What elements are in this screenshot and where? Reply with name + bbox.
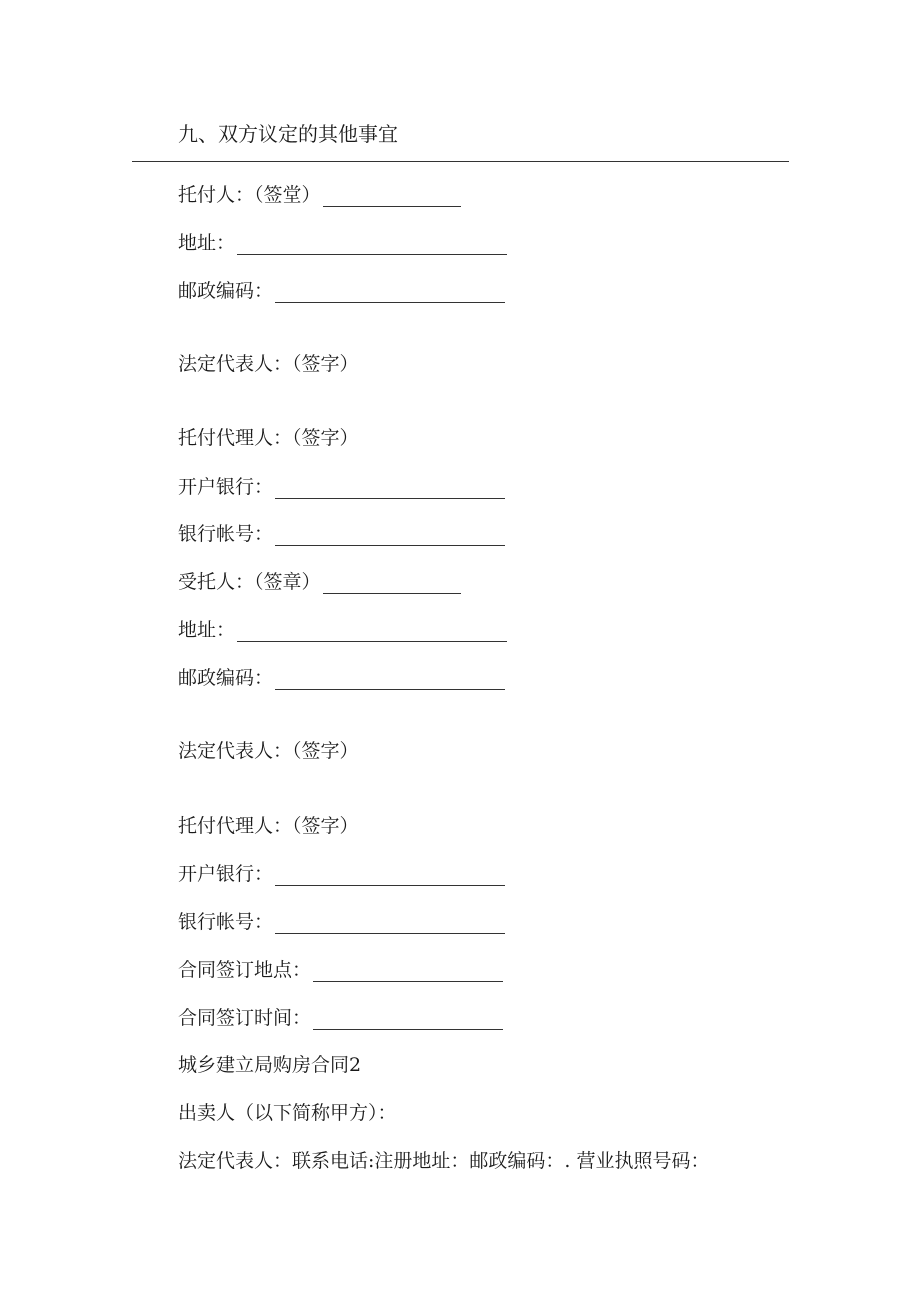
field-trustee-account <box>178 910 505 934</box>
section-heading: 九、双方议定的其他事宜 <box>178 122 398 146</box>
fill-blank[interactable] <box>313 963 503 982</box>
fill-blank[interactable] <box>275 284 505 303</box>
field-signing-place <box>178 958 503 982</box>
field-trustee-legal-rep <box>178 739 359 763</box>
fill-blank[interactable] <box>313 1011 503 1030</box>
field-label: 邮政编码： <box>178 280 274 302</box>
next-contract-title: 城乡建立局购房合同2 <box>178 1054 362 1076</box>
field-label: 银行帐号： <box>178 523 274 545</box>
field-principal-postcode <box>178 279 505 303</box>
field-trustee-signature <box>178 570 461 594</box>
fill-blank[interactable] <box>323 575 461 594</box>
field-principal-bank <box>178 475 505 499</box>
field-label: 地址： <box>178 232 236 254</box>
field-trustee-agent <box>178 814 359 838</box>
field-principal-address <box>178 231 507 255</box>
fill-blank[interactable] <box>323 188 461 207</box>
field-label: 邮政编码： <box>178 667 274 689</box>
field-label: 托付人：（签堂） <box>178 184 321 206</box>
divider-line <box>132 161 789 162</box>
field-label: 开户银行： <box>178 863 274 885</box>
fill-blank[interactable] <box>237 623 507 642</box>
field-label: 托付代理人：（签字） <box>178 427 359 449</box>
field-label: 法定代表人：（签字） <box>178 740 359 762</box>
field-principal-signature <box>178 183 461 207</box>
field-label: 托付代理人：（签字） <box>178 815 359 837</box>
field-principal-account <box>178 522 505 546</box>
field-label: 合同签订地点： <box>178 959 312 981</box>
field-principal-legal-rep <box>178 352 359 376</box>
fill-blank[interactable] <box>275 671 505 690</box>
info-line: 法定代表人：联系电话:注册地址：邮政编码：. 营业执照号码： <box>178 1150 710 1172</box>
field-label: 合同签订时间： <box>178 1007 312 1029</box>
fill-blank[interactable] <box>275 915 505 934</box>
field-label: 受托人：（签章） <box>178 571 321 593</box>
field-signing-time <box>178 1006 503 1030</box>
fill-blank[interactable] <box>275 867 505 886</box>
fill-blank[interactable] <box>237 236 507 255</box>
field-label: 法定代表人：（签字） <box>178 353 359 375</box>
field-label: 银行帐号： <box>178 911 274 933</box>
field-trustee-bank <box>178 862 505 886</box>
field-principal-agent <box>178 426 359 450</box>
field-trustee-postcode <box>178 666 505 690</box>
fill-blank[interactable] <box>275 480 505 499</box>
fill-blank[interactable] <box>275 527 505 546</box>
field-label: 地址： <box>178 619 236 641</box>
field-trustee-address <box>178 618 507 642</box>
seller-line: 出卖人（以下简称甲方）： <box>178 1102 397 1124</box>
field-label: 开户银行： <box>178 476 274 498</box>
